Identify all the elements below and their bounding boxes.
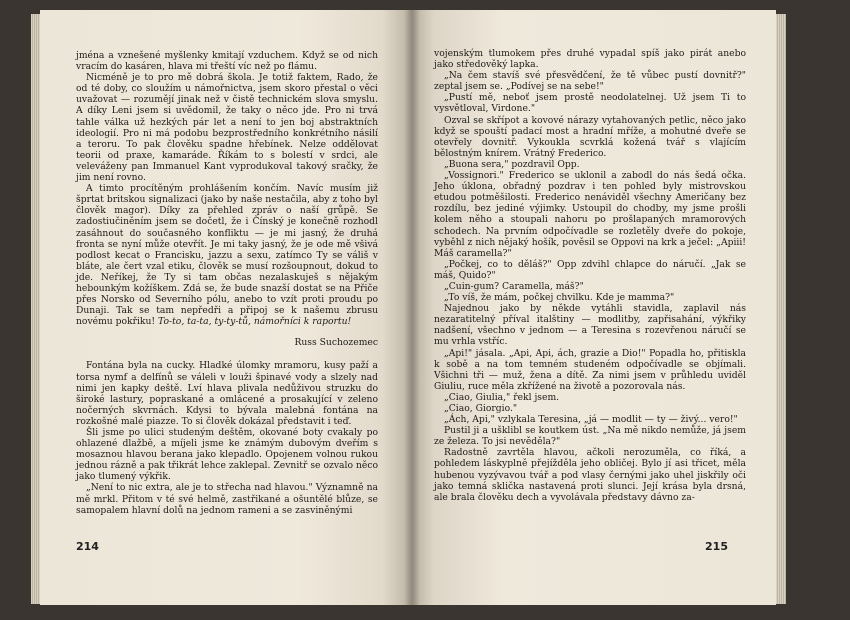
paragraph: „Api!" jásala. „Api, Api, ách, grazie a Dio!" Popadla ho, přitiskla k sobě a na tom temném studeném odpočívadle se objímali. Všichni tři — muž, žena a dítě. Za nimi jsem v průhledu uviděl Giuliu, ruce měla zkřížené na životě a pozorovala nás.	[434, 347, 746, 392]
paragraph: „Vossignori." Frederico se uklonil a zabodl do nás šedá očka. Jeho úklona, obřadný pozdrav i ten pohled byly mistrovskou etudou potměšilosti. Frederico nenáviděl všechny Američany bez rozdílu, bez jediné výjimky. Ustoupil do chodby, my jsme prošli kolem něho a stoupali nahoru po prošlapaných mramorových schodech. Na prvním odpočívadle se rozletěly dveře do pokoje, vyběhl z nich nějaký hošík, pověsil se Oppovi na krk a ječel: „Apiii! Máš caramella?"	[434, 170, 746, 259]
paragraph: Nicméně je to pro mě dobrá škola. Je totiž faktem, Rado, že od té doby, co sloužím u námořnictva, jsem skoro přestal o věci uvažovat — rozumějí jinak než v čistě technickém slova smyslu. A díky Leni jsem si uvědomil, že taky o něco jde. Pro ni trvá tahle válka už hezkých pár let a není to jen boj abstraktních ideologií. Pro ni má podobu bezprostředního konkrétního násilí a teroru. To pak člověku spadne hřebínek. Nelze oddělovat teorii od praxe, kamaráde. Říkám to s bolestí v srdci, ale veleváženy pan Immanuel Kant vyprodukoval takový sračky, že jim není rovno.	[76, 72, 378, 184]
right-page-edges	[776, 14, 786, 604]
book-spine	[404, 10, 420, 605]
paragraph: „Buona sera," pozdravil Opp.	[444, 158, 580, 170]
paragraph: Pustil ji a ušklibl se koutkem úst. „Na mě nikdo nemůže, já jsem ze železa. To jsi nevěděla?"	[434, 425, 746, 448]
navy-chant: To-to, ta-ta, ty-ty-tů, námořníci k raportu!	[158, 316, 352, 328]
paragraph	[76, 183, 378, 327]
right-page	[412, 10, 776, 605]
paragraph: „To víš, že mám, počkej chvilku. Kde je mamma?"	[444, 292, 675, 304]
paragraph: Ozval se skřípot a kovové nárazy vytahovaných petlic, něco jako když se spouští padací most a hradní mříže, a mohutné dveře se otevřely dovnitř. Vykoukla scvrklá kožená tvář s vlajícím bělostným knírem. Vrátný Frederico.	[434, 114, 746, 159]
paragraph: „Ciao, Giorgio."	[444, 403, 518, 414]
paragraph: jména a vznešené myšlenky kmitají vzduchem. Když se od nich vracím do kasáren, hlava mi třeští víc než po flámu.	[76, 50, 378, 73]
page-number: 215	[705, 540, 728, 553]
paragraph: Najednou jako by někde vytáhli stavidla, zaplavil nás nezaratitelný příval italštiny — modlitby, zapřisahání, výkřiky nadšení, všechno v jednom — a Teresina s rozevřenou náručí se mu vrhla vstříc.	[434, 303, 746, 348]
paragraph: vojenským tlumokem přes druhé vypadal spíš jako pirát anebo jako středověký lapka.	[434, 48, 746, 71]
right-page-text	[434, 48, 746, 503]
paragraph: „Ciao, Giulia," řekl jsem.	[444, 391, 560, 403]
paragraph: „Cuin-gum? Caramella, máš?"	[444, 280, 584, 292]
letter-signature: Russ Suchozemec	[294, 337, 378, 349]
paragraph-text: A timto procítěným prohlášením končím. Navíc musím již šprtat britskou signalizaci (jako by naše nestačila, aby z toho byl člověk magor). Díky za přehled zpráv o naší grůpě. Se zadostiučiněním jsem se dočetl, že i Čínský je konečně rozhodl zasáhnout do současného konfliktu — je mi jasný, že druhá fronta se nyní může otevřít. Je mi taky jasný, že je ode mě všivá podlost kecat o Francisku, jazzu a sexu, zatímco Ty se váliš v bláte, ale čert vzal etiku, člověk se musí rozšoupnout, dokud to jde. Neříkej, že Ty si tam občas nezalaskuješ s nějakým hebounkým kožíškem. Zdá se, že bude snazší dostat se na Přiče přes Norsko od Severního pólu, anebo to vzít proti proudu po Dunaji. Tak se tam nepředři a připoj se k našemu zbrusu novému pokřiku!	[76, 183, 378, 328]
paragraph: „Počkej, co to děláš?" Opp zdvihl chlapce do náručí. „Jak se máš, Quido?"	[434, 258, 746, 281]
paragraph: „Pustí mě, neboť jsem prostě neodolatelnej. Už jsem Ti to vysvětloval, Virdone."	[434, 92, 746, 115]
paragraph: „Na čem stavíš své přesvědčení, že tě vůbec pustí dovnitř?" zeptal jsem se. „Podívej se na sebe!"	[434, 70, 746, 93]
paragraph: „Ách, Api," vzlykala Teresina, „já — modlit — ty — živý... vero!"	[444, 414, 738, 426]
paragraph: „Není to nic extra, ale je to střecha nad hlavou." Významně na mě mrkl. Přitom v té své helmě, zastřikané a ošuntělé blůze, se samopalem hlavní dolů na jednom rameni a se zasviněnými	[76, 482, 378, 516]
paragraph: Fontána byla na cucky. Hladké úlomky mramoru, kusy paží a torsa nymf a delfínů se váleli v louži špinavé vody a slzely nad nimi jen kapky deště. Lví hlava plivala nedůživou struzku do široké lastury, popraskané a omlácené a prosakující v zeleno nočerných skvrnách. Kdysi to bývala malebná fontána na rozkošné malé piazze. To si člověk dokázal představit i teď.	[76, 360, 378, 427]
paragraph: Šli jsme po ulici studeným deštěm, okované boty cvakaly po ohlazené dlažbě, a míjeli jsme ke známým dubovým dveřím s mosaznou hlavou berana jako klepadlo. Opojenem volnou rukou jednou rázně a pak třikrát lehce zaklepal. Zevnitř se ozvalo něco jako tlumený výkřik.	[76, 427, 378, 483]
left-page-text	[76, 50, 378, 516]
page-number: 214	[76, 540, 99, 553]
paragraph: Radostně zavrtěla hlavou, ačkoli nerozuměla, co říká, a pohledem láskyplně přejížděla jeho obličej. Bylo jí asi třicet, měla hubenou vyzývavou tvář a pod vlasy černými jako uhel jiskřily oči jako temná sklička nastavená proti slunci. Její krása byla drsná, ale brala člověku dech a vyvolávala představy dávno za-	[434, 447, 746, 503]
left-page	[40, 10, 412, 605]
